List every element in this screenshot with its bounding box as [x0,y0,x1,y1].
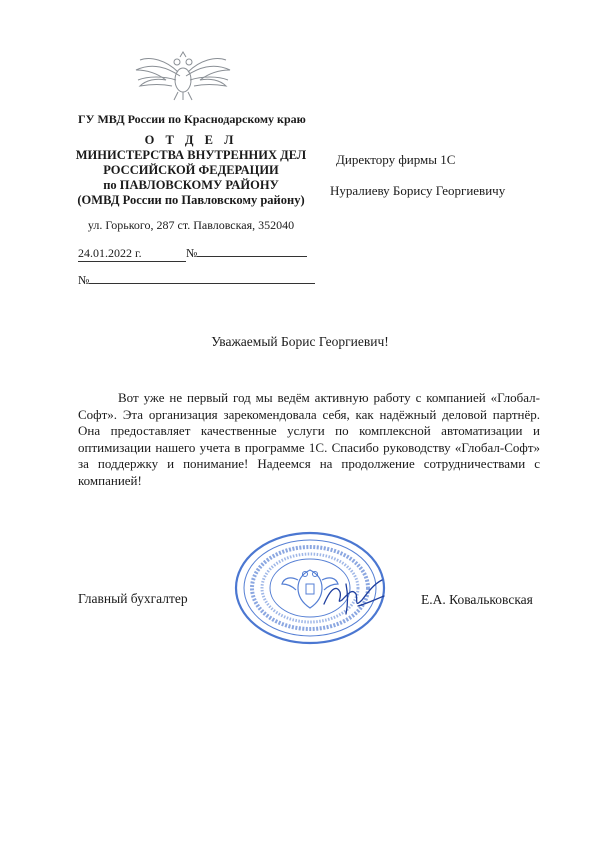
letter-body: Вот уже не первый год мы ведём активную работу с компанией «Глобал-Софт». Эта организация зарекомендовала себя, как надёжный деловой партнёр. Она предоставляет качественные услуги по комплексной автоматизации и оптимизации нашего учета в программе 1С. Спасибо руководству «Глобал-Софт» за поддержку и понимание! Надеемся на продолжение сотрудничествами с компанией! [78,390,540,488]
ministry-name: ГУ МВД России по Краснодарскому краю [78,112,306,126]
signer-title: Главный бухгалтер [78,591,188,606]
mvd-emblem-icon [128,50,238,102]
handwritten-signature-icon [318,570,388,618]
number-sign: № [186,246,198,260]
ref-sign: № [78,273,90,287]
department-block [60,133,322,208]
department-line: О Т Д Е Л [144,133,238,147]
department-line: РОССИЙСКОЙ ФЕДЕРАЦИИ [103,163,279,177]
letter-date: 24.01.2022 г. [78,246,186,262]
date-number-line [78,246,307,262]
address: ул. Горького, 287 ст. Павловская, 352040 [87,218,295,232]
department-line: по ПАВЛОВСКОМУ РАЙОНУ [103,178,279,192]
department-line: (ОМВД России по Павловскому району) [77,193,305,207]
reference-line [78,273,315,288]
ref-blank [89,283,315,284]
signer-name: Е.А. Ковальковская [421,592,533,607]
recipient-name: Нуралиеву Борису Георгиевичу [330,183,506,198]
salutation: Уважаемый Борис Георгиевич! [211,334,389,349]
recipient-position: Директору фирмы 1С [336,152,456,167]
number-blank [197,256,307,257]
department-line: МИНИСТЕРСТВА ВНУТРЕННИХ ДЕЛ [75,148,307,162]
